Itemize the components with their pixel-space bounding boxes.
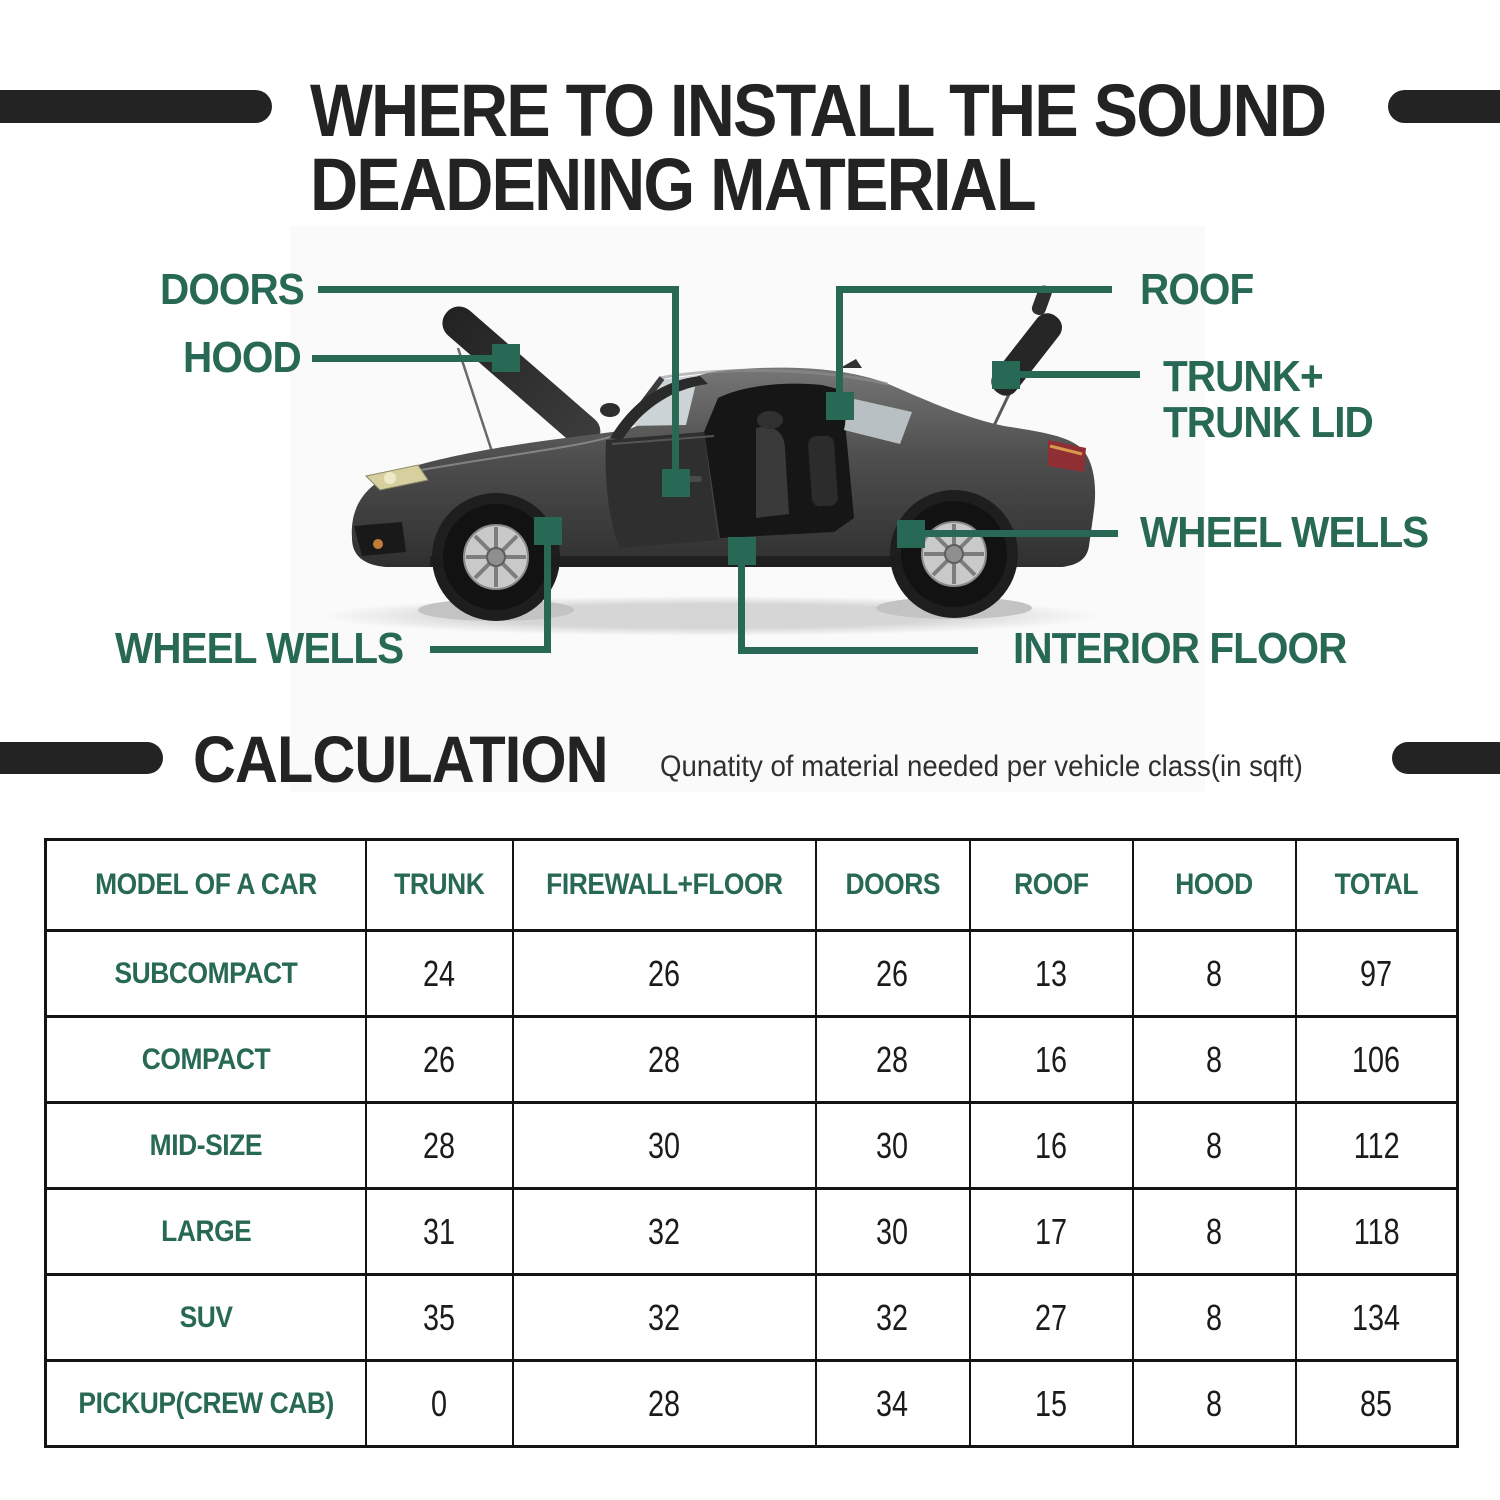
open-trunk-lid	[971, 280, 1079, 401]
cell-hood: 8	[1133, 1361, 1296, 1447]
cell-roof: 13	[970, 931, 1133, 1017]
connector-wheel-wells-right	[923, 530, 1118, 537]
cell-hood: 8	[1133, 931, 1296, 1017]
table-row	[46, 1017, 1458, 1103]
row-model: COMPACT	[46, 1017, 366, 1103]
column-header-hood: HOOD	[1133, 840, 1296, 931]
label-trunk: TRUNK+ TRUNK LID	[1163, 352, 1373, 447]
cell-trunk: 26	[366, 1017, 513, 1103]
cell-total: 97	[1296, 931, 1458, 1017]
page-title-line2: DEADENING MATERIAL	[310, 143, 1035, 226]
connector-wheel-wells-left-vertical	[544, 538, 551, 653]
cell-roof: 15	[970, 1361, 1133, 1447]
title-left-bar	[0, 90, 272, 123]
material-quantity-table	[44, 838, 1459, 1448]
cell-doors: 32	[816, 1275, 970, 1361]
row-model: MID-SIZE	[46, 1103, 366, 1189]
cell-firewall-floor: 32	[513, 1275, 816, 1361]
cell-total: 106	[1296, 1017, 1458, 1103]
marker-interior-floor	[728, 537, 756, 565]
marker-wheel-wells-right	[897, 520, 925, 548]
row-model: SUBCOMPACT	[46, 931, 366, 1017]
rear-seat	[808, 435, 839, 507]
cell-doors: 28	[816, 1017, 970, 1103]
marker-trunk	[992, 361, 1020, 389]
cell-firewall-floor: 28	[513, 1361, 816, 1447]
cell-doors: 30	[816, 1189, 970, 1275]
column-header-roof: ROOF	[970, 840, 1133, 931]
cell-hood: 8	[1133, 1189, 1296, 1275]
column-header-firewall-floor: FIREWALL+FLOOR	[513, 840, 816, 931]
cell-firewall-floor: 28	[513, 1017, 816, 1103]
table-row	[46, 1275, 1458, 1361]
cell-roof: 17	[970, 1189, 1133, 1275]
cell-firewall-floor: 32	[513, 1189, 816, 1275]
connector-wheel-wells-left-horizontal	[430, 646, 551, 653]
label-wheel-wells-right: WHEEL WELLS	[1140, 508, 1429, 557]
cell-hood: 8	[1133, 1017, 1296, 1103]
label-interior-floor: INTERIOR FLOOR	[1013, 624, 1347, 673]
row-model: PICKUP(CREW CAB)	[46, 1361, 366, 1447]
cell-trunk: 31	[366, 1189, 513, 1275]
cell-firewall-floor: 26	[513, 931, 816, 1017]
cell-roof: 16	[970, 1103, 1133, 1189]
marker-roof	[826, 392, 854, 420]
calculation-right-bar	[1392, 742, 1500, 774]
marker-wheel-wells-left	[534, 517, 562, 545]
cell-trunk: 0	[366, 1361, 513, 1447]
column-header-model: MODEL OF A CAR	[46, 840, 366, 931]
marker-hood	[492, 344, 520, 372]
table-row	[46, 1189, 1458, 1275]
cell-firewall-floor: 30	[513, 1103, 816, 1189]
row-model: LARGE	[46, 1189, 366, 1275]
table-row	[46, 1361, 1458, 1447]
calculation-subtitle: Qunatity of material needed per vehicle class(in sqft)	[660, 750, 1303, 783]
cell-doors: 34	[816, 1361, 970, 1447]
open-hood-panel	[436, 300, 607, 455]
page-title-line1: WHERE TO INSTALL THE SOUND	[310, 69, 1326, 152]
cell-total: 118	[1296, 1189, 1458, 1275]
headlight-bulb	[384, 472, 396, 484]
label-doors: DOORS	[160, 265, 304, 314]
column-header-total: TOTAL	[1296, 840, 1458, 931]
connector-interior-floor-horizontal	[738, 647, 978, 654]
label-roof: ROOF	[1140, 265, 1254, 314]
rear-wheel	[901, 501, 1007, 607]
connector-doors-horizontal	[318, 286, 679, 293]
cell-total: 112	[1296, 1103, 1458, 1189]
connector-roof-vertical	[836, 286, 843, 404]
calculation-left-bar	[0, 742, 163, 774]
cell-trunk: 24	[366, 931, 513, 1017]
row-model: SUV	[46, 1275, 366, 1361]
cell-trunk: 35	[366, 1275, 513, 1361]
table-header-row	[46, 840, 1458, 931]
cell-roof: 27	[970, 1275, 1133, 1361]
label-wheel-wells-left: WHEEL WELLS	[115, 624, 404, 673]
cell-trunk: 28	[366, 1103, 513, 1189]
seat-headrest	[757, 411, 783, 429]
cell-hood: 8	[1133, 1103, 1296, 1189]
cell-total: 134	[1296, 1275, 1458, 1361]
table-row	[46, 931, 1458, 1017]
connector-roof-horizontal	[836, 286, 1112, 293]
cell-roof: 16	[970, 1017, 1133, 1103]
fog-light	[373, 539, 383, 549]
cell-doors: 26	[816, 931, 970, 1017]
column-header-doors: DOORS	[816, 840, 970, 931]
label-hood: HOOD	[183, 333, 301, 382]
antenna-fin	[840, 359, 862, 368]
column-header-trunk: TRUNK	[366, 840, 513, 931]
calculation-heading: CALCULATION	[193, 722, 608, 796]
table-row	[46, 1103, 1458, 1189]
connector-doors-vertical	[672, 286, 679, 482]
connector-hood	[312, 355, 498, 362]
side-mirror	[600, 403, 620, 417]
connector-trunk	[1018, 371, 1140, 378]
car-illustration	[290, 226, 1130, 696]
cell-hood: 8	[1133, 1275, 1296, 1361]
marker-doors	[662, 469, 690, 497]
cell-total: 85	[1296, 1361, 1458, 1447]
front-intake	[354, 522, 406, 556]
cell-doors: 30	[816, 1103, 970, 1189]
